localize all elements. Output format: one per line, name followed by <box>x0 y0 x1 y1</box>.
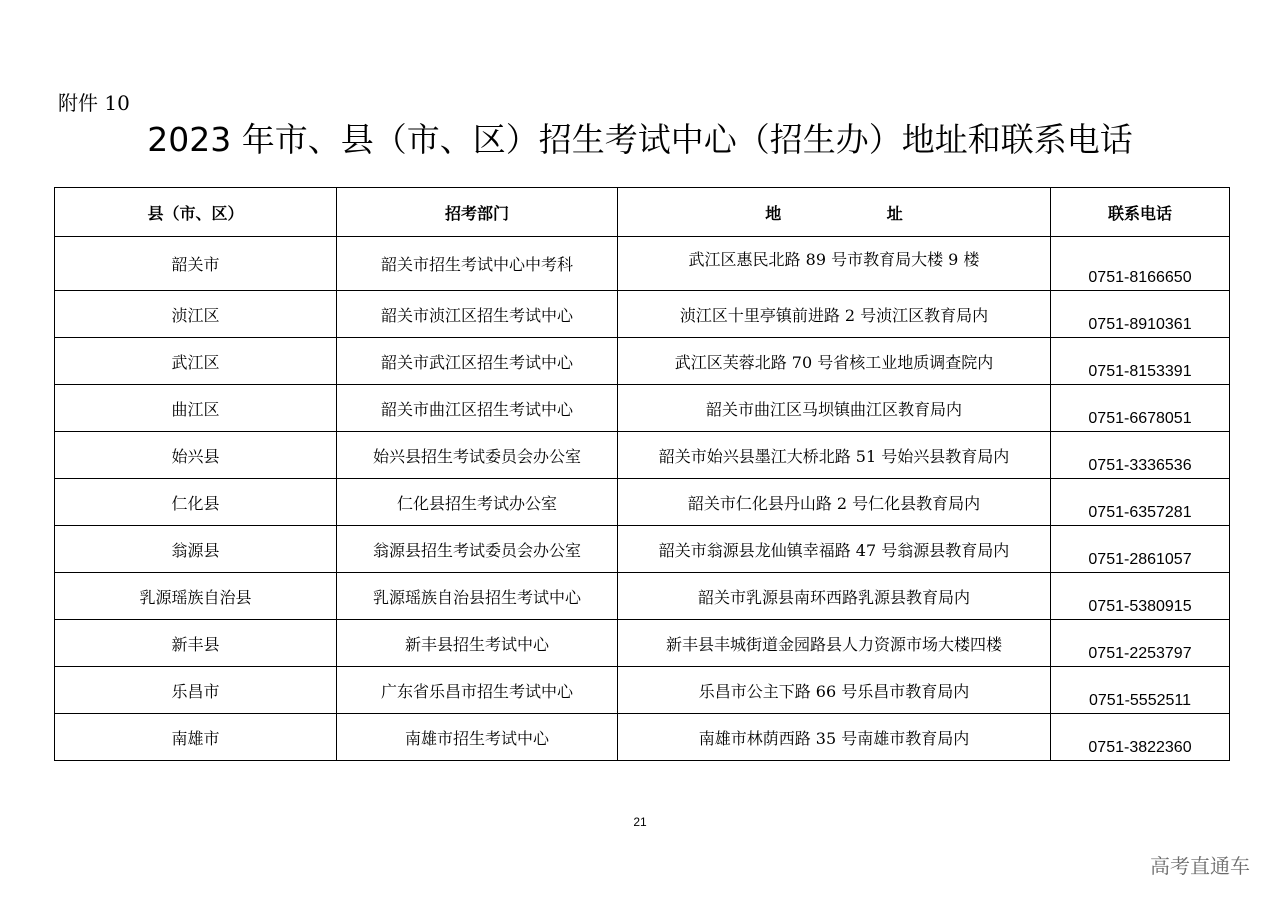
county-cell: 韶关市 <box>55 237 337 291</box>
phone-cell: 0751-8153391 <box>1051 338 1230 385</box>
phone-cell: 0751-2861057 <box>1051 526 1230 573</box>
county-cell: 始兴县 <box>55 432 337 479</box>
address-cell: 浈江区十里亭镇前进路 2 号浈江区教育局内 <box>618 291 1051 338</box>
table-row <box>55 573 1230 620</box>
phone-cell: 0751-3822360 <box>1051 714 1230 761</box>
header-phone: 联系电话 <box>1051 188 1230 237</box>
county-cell: 翁源县 <box>55 526 337 573</box>
table-row <box>55 237 1230 291</box>
table-row <box>55 526 1230 573</box>
table-body <box>55 237 1230 761</box>
phone-cell: 0751-3336536 <box>1051 432 1230 479</box>
table-row <box>55 338 1230 385</box>
department-cell: 韶关市武江区招生考试中心 <box>337 338 618 385</box>
address-cell: 韶关市乳源县南环西路乳源县教育局内 <box>618 573 1051 620</box>
watermark: 高考直通车 <box>1150 854 1250 878</box>
address-cell: 新丰县丰城街道金园路县人力资源市场大楼四楼 <box>618 620 1051 667</box>
table-row <box>55 714 1230 761</box>
table-row <box>55 667 1230 714</box>
address-cell: 韶关市始兴县墨江大桥北路 51 号始兴县教育局内 <box>618 432 1051 479</box>
table-row <box>55 385 1230 432</box>
table-header-row <box>55 188 1230 237</box>
phone-cell: 0751-6678051 <box>1051 385 1230 432</box>
phone-cell: 0751-6357281 <box>1051 479 1230 526</box>
department-cell: 南雄市招生考试中心 <box>337 714 618 761</box>
contacts-table <box>54 187 1230 761</box>
phone-cell: 0751-5552511 <box>1051 667 1230 714</box>
department-cell: 乳源瑶族自治县招生考试中心 <box>337 573 618 620</box>
department-cell: 广东省乐昌市招生考试中心 <box>337 667 618 714</box>
table-row <box>55 291 1230 338</box>
department-cell: 韶关市浈江区招生考试中心 <box>337 291 618 338</box>
address-cell: 武江区惠民北路 89 号市教育局大楼 9 楼 <box>618 237 1051 291</box>
address-cell: 南雄市林荫西路 35 号南雄市教育局内 <box>618 714 1051 761</box>
department-cell: 始兴县招生考试委员会办公室 <box>337 432 618 479</box>
address-cell: 乐昌市公主下路 66 号乐昌市教育局内 <box>618 667 1051 714</box>
header-address-label: 地 址 <box>765 203 903 223</box>
page-title: 2023 年市、县（市、区）招生考试中心（招生办）地址和联系电话 <box>147 120 1133 159</box>
county-cell: 仁化县 <box>55 479 337 526</box>
address-cell: 韶关市仁化县丹山路 2 号仁化县教育局内 <box>618 479 1051 526</box>
header-county: 县（市、区） <box>55 188 337 237</box>
department-cell: 翁源县招生考试委员会办公室 <box>337 526 618 573</box>
phone-cell: 0751-8166650 <box>1051 237 1230 291</box>
department-cell: 韶关市招生考试中心中考科 <box>337 237 618 291</box>
address-cell: 韶关市曲江区马坝镇曲江区教育局内 <box>618 385 1051 432</box>
county-cell: 新丰县 <box>55 620 337 667</box>
page-number: 21 <box>633 815 647 829</box>
county-cell: 曲江区 <box>55 385 337 432</box>
department-cell: 韶关市曲江区招生考试中心 <box>337 385 618 432</box>
table-row <box>55 479 1230 526</box>
header-department: 招考部门 <box>337 188 618 237</box>
department-cell: 新丰县招生考试中心 <box>337 620 618 667</box>
header-address <box>618 188 1051 237</box>
department-cell: 仁化县招生考试办公室 <box>337 479 618 526</box>
county-cell: 浈江区 <box>55 291 337 338</box>
county-cell: 乐昌市 <box>55 667 337 714</box>
table-row <box>55 620 1230 667</box>
county-cell: 南雄市 <box>55 714 337 761</box>
phone-cell: 0751-8910361 <box>1051 291 1230 338</box>
phone-cell: 0751-2253797 <box>1051 620 1230 667</box>
county-cell: 武江区 <box>55 338 337 385</box>
phone-cell: 0751-5380915 <box>1051 573 1230 620</box>
attachment-label: 附件 10 <box>58 91 130 115</box>
address-cell: 韶关市翁源县龙仙镇幸福路 47 号翁源县教育局内 <box>618 526 1051 573</box>
table-row <box>55 432 1230 479</box>
county-cell: 乳源瑶族自治县 <box>55 573 337 620</box>
address-cell: 武江区芙蓉北路 70 号省核工业地质调查院内 <box>618 338 1051 385</box>
